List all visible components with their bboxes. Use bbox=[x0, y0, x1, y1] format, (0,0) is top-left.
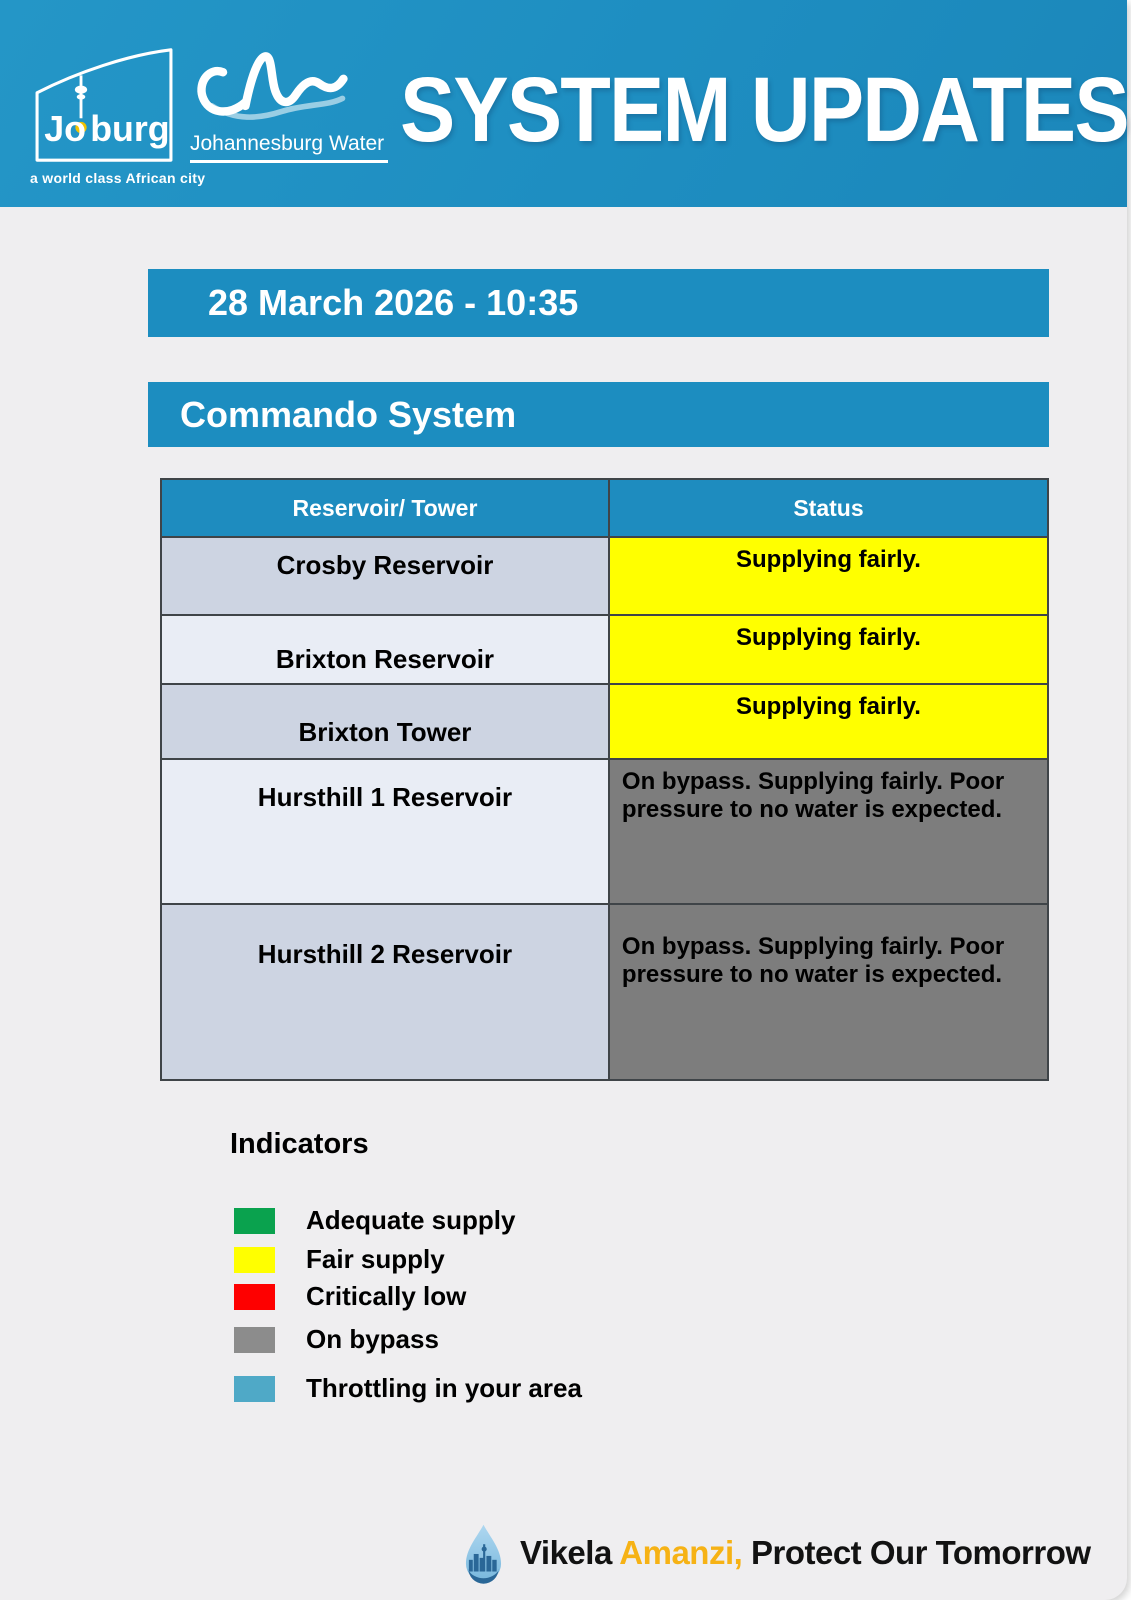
johannesburg-water-logo bbox=[190, 48, 390, 163]
column-header-status: Status bbox=[609, 479, 1048, 537]
reservoir-name-cell: Hursthill 1 Reservoir bbox=[161, 759, 609, 904]
status-cell: Supplying fairly. bbox=[609, 537, 1048, 615]
footer-slogan-part: Amanzi, bbox=[619, 1534, 743, 1571]
status-table bbox=[160, 478, 1049, 1081]
fair-supply-swatch bbox=[234, 1247, 275, 1273]
status-cell: On bypass. Supplying fairly. Poor pressure to no water is expected. bbox=[609, 759, 1048, 904]
joburg-logo bbox=[34, 46, 174, 164]
legend-label: Critically low bbox=[306, 1281, 467, 1311]
section-banner bbox=[148, 382, 1049, 447]
status-cell: On bypass. Supplying fairly. Poor pressure to no water is expected. bbox=[609, 904, 1048, 1080]
page-title: SYSTEM UPDATES bbox=[400, 59, 1128, 161]
footer-slogan bbox=[520, 1534, 1091, 1572]
reservoir-name-cell: Brixton Tower bbox=[161, 684, 609, 759]
water-drop-icon bbox=[464, 1522, 503, 1584]
johannesburg-water-label: Johannesburg Water bbox=[190, 132, 388, 163]
water-wave-icon bbox=[190, 48, 355, 132]
reservoir-name-cell: Hursthill 2 Reservoir bbox=[161, 904, 609, 1080]
joburg-tagline: a world class African city bbox=[30, 170, 206, 186]
svg-text:burg: burg bbox=[90, 108, 170, 149]
table-row bbox=[161, 904, 1048, 1080]
legend-item bbox=[234, 1205, 582, 1236]
reservoir-name-cell: Brixton Reservoir bbox=[161, 615, 609, 684]
legend-item bbox=[234, 1373, 582, 1404]
footer bbox=[464, 1522, 1091, 1584]
legend-item bbox=[234, 1324, 582, 1355]
legend-item bbox=[234, 1244, 582, 1275]
date-text: 28 March 2026 - 10:35 bbox=[208, 282, 579, 323]
table-row bbox=[161, 537, 1048, 615]
section-title: Commando System bbox=[180, 393, 517, 435]
legend-label: Throttling in your area bbox=[306, 1373, 582, 1403]
legend-label: Fair supply bbox=[306, 1244, 445, 1274]
table-header bbox=[161, 479, 1048, 537]
table-row bbox=[161, 615, 1048, 684]
table-row bbox=[161, 759, 1048, 904]
svg-text:Jo: Jo bbox=[44, 108, 86, 149]
reservoir-name-cell: Crosby Reservoir bbox=[161, 537, 609, 615]
status-cell: Supplying fairly. bbox=[609, 684, 1048, 759]
header-banner bbox=[0, 0, 1127, 207]
date-banner bbox=[148, 269, 1049, 337]
footer-slogan-part: Vikela bbox=[520, 1534, 620, 1571]
on-bypass-swatch bbox=[234, 1327, 275, 1353]
legend-label: On bypass bbox=[306, 1324, 439, 1354]
status-cell: Supplying fairly. bbox=[609, 615, 1048, 684]
indicators-title: Indicators bbox=[230, 1128, 369, 1160]
footer-slogan-part: Protect Our Tomorrow bbox=[742, 1534, 1091, 1571]
legend bbox=[234, 1205, 582, 1404]
throttling-swatch bbox=[234, 1376, 275, 1402]
adequate-supply-swatch bbox=[234, 1208, 275, 1234]
legend-label: Adequate supply bbox=[306, 1205, 516, 1235]
table-row bbox=[161, 684, 1048, 759]
column-header-reservoir: Reservoir/ Tower bbox=[161, 479, 609, 537]
legend-item bbox=[234, 1281, 582, 1312]
critically-low-swatch bbox=[234, 1284, 275, 1310]
